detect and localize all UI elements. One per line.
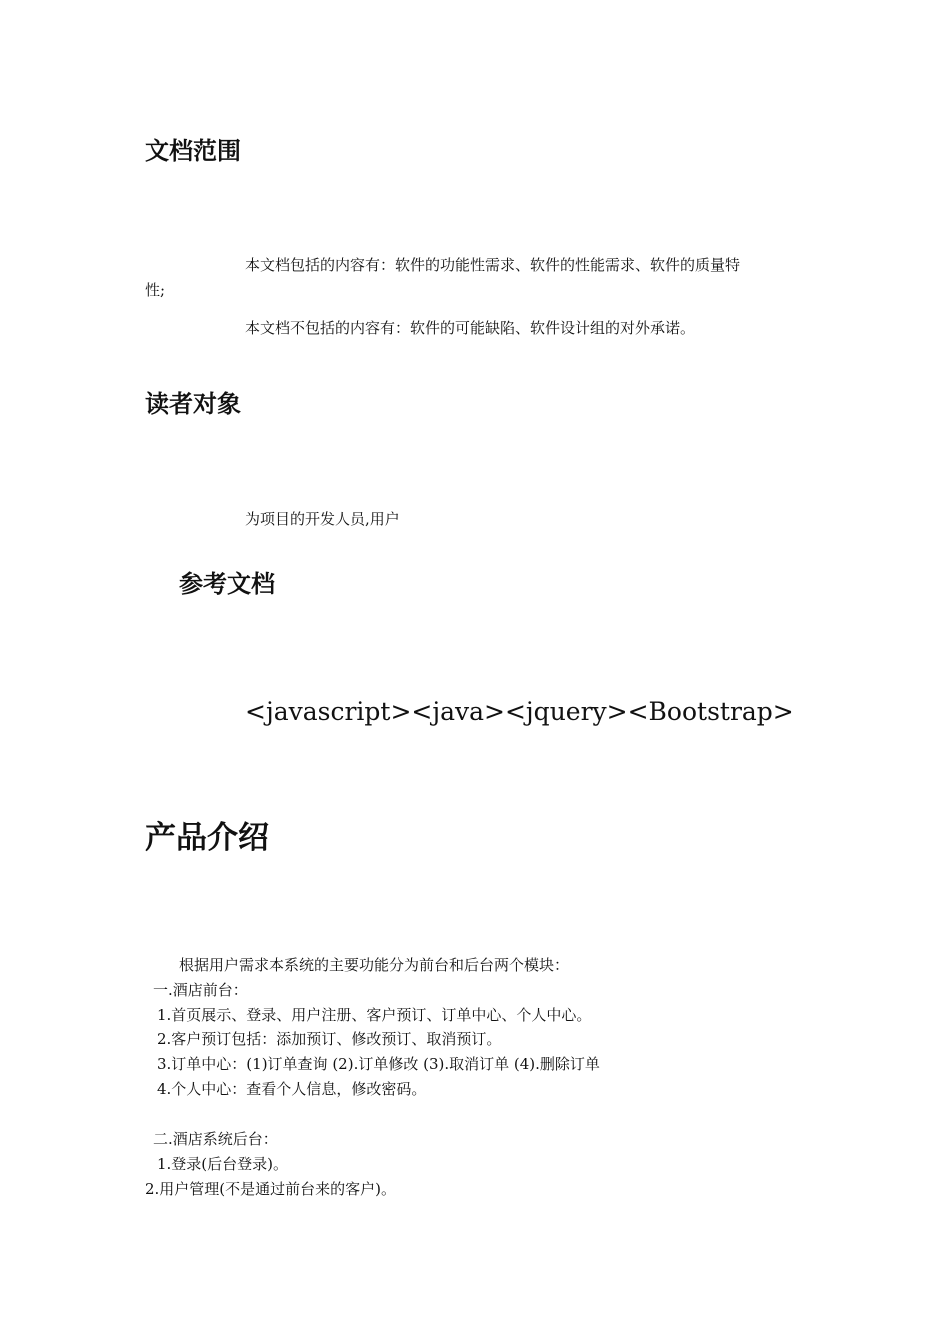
frontend-item: 3.订单中心：(1)订单查询 (2).订单修改 (3).取消订单 (4).删除订单	[157, 1055, 600, 1073]
product-heading: 产品介绍	[145, 820, 269, 856]
frontend-item: 1.首页展示、登录、用户注册、客户预订、订单中心、个人中心。	[157, 1006, 592, 1024]
readers-heading: 读者对象	[145, 389, 241, 418]
backend-item: 2.用户管理(不是通过前台来的客户)。	[145, 1180, 397, 1198]
references-heading: 参考文档	[179, 569, 275, 598]
scope-heading: 文档范围	[145, 136, 241, 165]
backend-item: 1.登录(后台登录)。	[157, 1155, 289, 1173]
scope-include-line: 本文档包括的内容有：软件的功能性需求、软件的性能需求、软件的质量特	[245, 256, 741, 274]
frontend-item: 4.个人中心：查看个人信息，修改密码。	[157, 1080, 427, 1098]
backend-title: 二.酒店系统后台：	[153, 1130, 278, 1148]
scope-exclude-line: 本文档不包括的内容有：软件的可能缺陷、软件设计组的对外承诺。	[245, 319, 696, 337]
references-line: <javascript><java><jquery><Bootstrap>	[245, 697, 794, 726]
readers-line: 为项目的开发人员,用户	[245, 510, 400, 528]
frontend-title: 一.酒店前台：	[153, 981, 248, 999]
scope-include-line-wrap: 性;	[145, 281, 166, 299]
product-intro: 根据用户需求本系统的主要功能分为前台和后台两个模块：	[179, 956, 570, 974]
frontend-item: 2.客户预订包括：添加预订、修改预订、取消预订。	[157, 1030, 502, 1048]
